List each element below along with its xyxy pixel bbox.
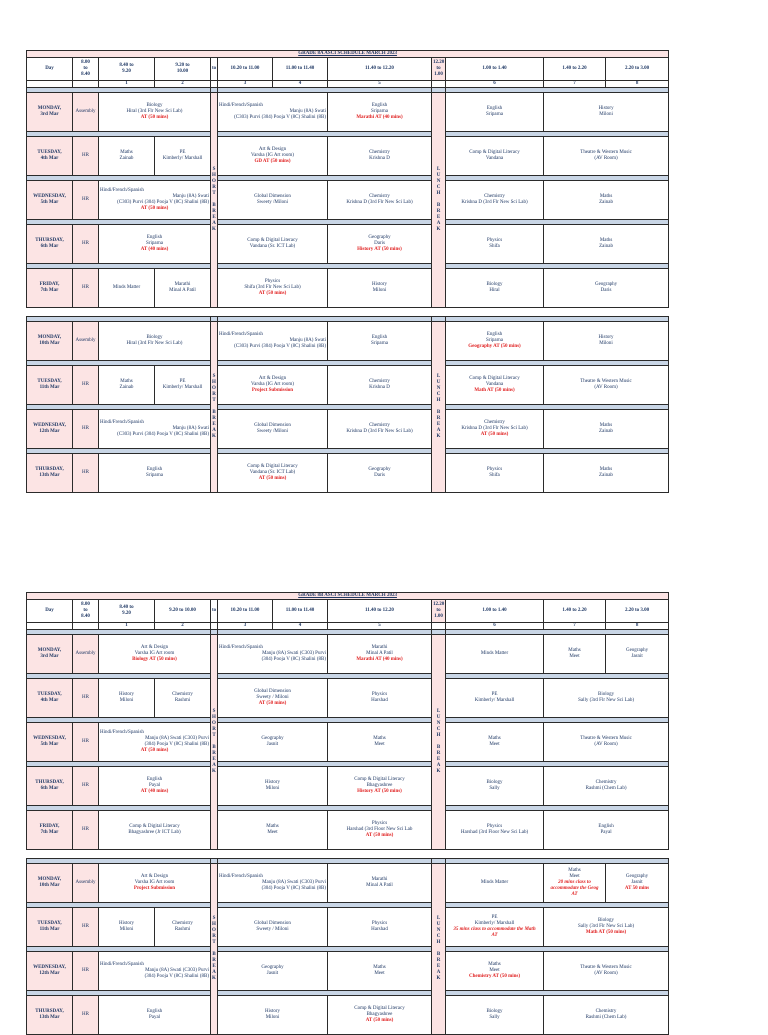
period-number: 5 xyxy=(328,81,432,88)
day-cell: THURSDAY, 6th Mar xyxy=(27,225,73,264)
class-cell: Chemistry Krishna D (3rd Flr New Sci Lab) xyxy=(328,181,432,220)
homeroom-cell: HR xyxy=(73,811,99,850)
period-number: 7 xyxy=(544,623,606,630)
class-cell: Art & Design Varsha IG Art room Project Submission xyxy=(99,864,211,903)
class-cell: History Miloni xyxy=(99,679,155,718)
class-cell: Chemistry Rashmi (Chem Lab) xyxy=(544,996,669,1035)
class-cell: Biology Sally (3rd Flr New Sci Lab) Math AT (50 mins) xyxy=(544,908,669,947)
table-row xyxy=(27,767,669,806)
homeroom-cell: HR xyxy=(73,952,99,991)
class-cell: Chemistry Rashmi xyxy=(155,908,211,947)
class-cell: Physics Harshad xyxy=(328,908,432,947)
class-cell: Marathi Minal A Patil Marathi AT (40 mins) xyxy=(328,635,432,674)
header-break: to xyxy=(211,58,218,81)
class-cell: Maths Zainab xyxy=(544,410,669,449)
schedule-8a-table xyxy=(26,50,669,308)
class-cell: Chemistry Krishna D (3rd Flr New Sci Lab) AT (50 mins) xyxy=(446,410,544,449)
table-row xyxy=(27,137,669,176)
schedule-title: GRADE 8B ASCI SCHEDULE MARCH 2023 xyxy=(27,593,669,600)
class-cell: Art & Design Varsha (IG Art room) Project Submission xyxy=(218,366,328,405)
day-cell: THURSDAY, 13th Mar xyxy=(27,996,73,1035)
table-row xyxy=(27,723,669,762)
day-cell: TUESDAY, 11th Mar xyxy=(27,908,73,947)
table-row xyxy=(27,811,669,850)
day-cell: WEDNESDAY, 5th Mar xyxy=(27,181,73,220)
day-cell: MONDAY, 10th Mar xyxy=(27,322,73,361)
class-cell: History Miloni xyxy=(218,996,328,1035)
class-cell: Biology Hiral (3rd Flr New Sci Lab) xyxy=(99,322,211,361)
class-cell: Chemistry Rashmi xyxy=(155,679,211,718)
class-cell: Biology Sally (3rd Flr New Sci Lab) xyxy=(544,679,669,718)
header-period-8: 2.20 to 3.00 xyxy=(606,600,669,623)
table-row xyxy=(27,181,669,220)
class-cell: Chemistry Krishna D xyxy=(328,137,432,176)
period-number: 1 xyxy=(99,623,155,630)
table-row xyxy=(27,952,669,991)
class-cell: Geography Jasnit xyxy=(218,723,328,762)
class-cell: Chemistry Krishna D (3rd Flr New Sci Lab) xyxy=(328,410,432,449)
class-cell: English Sriparna xyxy=(328,322,432,361)
day-cell: WEDNESDAY, 5th Mar xyxy=(27,723,73,762)
short-break-column: S H O R T B R E A K xyxy=(211,864,218,1035)
class-cell: Maths Meet 20 mins class to accommodate the Geog AT xyxy=(544,864,606,903)
schedule-title: GRADE 8A ASCI SCHEDULE MARCH 2023 xyxy=(27,51,669,58)
homeroom-cell: Assembly xyxy=(73,864,99,903)
day-cell: TUESDAY, 4th Mar xyxy=(27,137,73,176)
class-cell: Maths Zainab xyxy=(544,225,669,264)
header-period-4: 11.00 to 11.40 xyxy=(273,58,328,81)
class-cell: History Miloni xyxy=(218,767,328,806)
class-cell: Biology Sally xyxy=(446,996,544,1035)
schedule-8a-week2-table xyxy=(26,316,669,493)
homeroom-cell: Assembly xyxy=(73,322,99,361)
class-cell: Comp & Digital Literacy Vandana (Sr. ICT Lab) AT (50 mins) xyxy=(218,454,328,493)
header-period-7: 1.40 to 2.20 xyxy=(544,600,606,623)
class-cell: PE Kimberly/ Marshall xyxy=(446,679,544,718)
header-period-5: 11.40 to 12.20 xyxy=(328,600,432,623)
homeroom-cell: HR xyxy=(73,996,99,1035)
lunch-break-column: L U N C H B R E A K xyxy=(432,864,446,1035)
table-row xyxy=(27,225,669,264)
header-day: Day xyxy=(27,600,73,623)
homeroom-cell: HR xyxy=(73,767,99,806)
header-period-0: 8.00 to 8.40 xyxy=(73,58,99,81)
class-cell: Maths Zainab xyxy=(99,366,155,405)
class-cell: Maths Meet Chemistry AT (50 mins) xyxy=(446,952,544,991)
class-cell: Maths Meet xyxy=(328,723,432,762)
lunch-break-column: L U N C H B R E A K xyxy=(432,322,446,493)
header-period-2: 9.20 to 10.00 xyxy=(155,600,211,623)
class-cell: Physics Shifa xyxy=(446,225,544,264)
day-cell: TUESDAY, 4th Mar xyxy=(27,679,73,718)
header-period-8: 2.20 to 3.00 xyxy=(606,58,669,81)
class-cell: Comp & Digital Literacy Bhagyashree AT (50 mins) xyxy=(328,996,432,1035)
header-period-7: 1.40 to 2.20 xyxy=(544,58,606,81)
class-cell: Hindi/French/Spanish Manju (8A) Swati (C303) Purvi (304) Pooja V (8C) Shalini (8B) xyxy=(99,952,211,991)
class-cell: Hindi/French/Spanish Manju (8A) Swati (C303) Purvi (304) Pooja V (8C) Shalini (8B) xyxy=(218,93,328,132)
class-cell: English Payal xyxy=(544,811,669,850)
class-cell: Biology Hiral xyxy=(446,269,544,308)
homeroom-cell: HR xyxy=(73,908,99,947)
homeroom-cell: HR xyxy=(73,679,99,718)
period-number: 5 xyxy=(328,623,432,630)
period-number: 6 xyxy=(446,623,544,630)
class-cell: Minds Matter xyxy=(446,635,544,674)
header-lunch: 12.20 to 1.00 xyxy=(432,58,446,81)
homeroom-cell: Assembly xyxy=(73,93,99,132)
day-cell: TUESDAY, 11th Mar xyxy=(27,366,73,405)
day-cell: THURSDAY, 13th Mar xyxy=(27,454,73,493)
class-cell: Marathi Minal A Patil xyxy=(328,864,432,903)
class-cell: Hindi/French/Spanish Manju (8A) Swati (C303) Purvi (304) Pooja V (8C) Shalini (8B) AT (50 mins) xyxy=(99,723,211,762)
class-cell: Maths Meet xyxy=(328,952,432,991)
class-cell: English Payal xyxy=(99,996,211,1035)
class-cell: Maths Zainab xyxy=(544,454,669,493)
class-cell: Comp & Digital Literacy Bhagyashree History AT (50 mins) xyxy=(328,767,432,806)
class-cell: Geography Jasnit xyxy=(606,635,669,674)
table-row xyxy=(27,93,669,132)
period-number: 2 xyxy=(155,623,211,630)
class-cell: Art & Design Varsha IG Art room Biology AT (50 mins) xyxy=(99,635,211,674)
table-row xyxy=(27,908,669,947)
class-cell: English Sriparna xyxy=(446,93,544,132)
day-cell: MONDAY, 3rd Mar xyxy=(27,93,73,132)
header-period-6: 1.00 to 1.40 xyxy=(446,58,544,81)
period-number: 2 xyxy=(155,81,211,88)
class-cell: English Sriparna xyxy=(99,454,211,493)
class-cell: PE Kimberly/ Marshall xyxy=(155,137,211,176)
class-cell: Theatre & Western Music (AV Room) xyxy=(544,952,669,991)
class-cell: Physics Shifa xyxy=(446,454,544,493)
schedule-8b-week2-table xyxy=(26,858,669,1035)
class-cell: Physics Harshad (3rd Floor New Sci Lab AT (50 mins) xyxy=(328,811,432,850)
class-cell: Global Dimension Sweety / Miloni AT (50 mins) xyxy=(218,679,328,718)
period-number: 4 xyxy=(273,623,328,630)
header-period-5: 11.40 to 12.20 xyxy=(328,58,432,81)
homeroom-cell: HR xyxy=(73,269,99,308)
class-cell: History Miloni xyxy=(328,269,432,308)
class-cell: Global Dimension Sweety /Miloni xyxy=(218,410,328,449)
homeroom-cell: HR xyxy=(73,137,99,176)
period-number: 8 xyxy=(606,623,669,630)
class-cell: Comp & Digital Literacy Vandana Math AT (50 mins) xyxy=(446,366,544,405)
table-row xyxy=(27,322,669,361)
period-number: 1 xyxy=(99,81,155,88)
class-cell: Chemistry Krishna D xyxy=(328,366,432,405)
class-cell: Physics Harshad (3rd Floor New Sci Lab) xyxy=(446,811,544,850)
period-number: 3 xyxy=(218,81,273,88)
class-cell: Geography Jasnit AT 50 mins xyxy=(606,864,669,903)
class-cell: PE Kimberly/ Marshall xyxy=(155,366,211,405)
homeroom-cell: Assembly xyxy=(73,635,99,674)
class-cell: Hindi/French/Spanish Manju (8A) Swati (C303) Purvi (304) Pooja V (8C) Shalini (8B) xyxy=(218,635,328,674)
header-day: Day xyxy=(27,58,73,81)
short-break-column: S H O R T B R E A K xyxy=(211,93,218,308)
day-cell: MONDAY, 10th Mar xyxy=(27,864,73,903)
class-cell: English Sriparna Geography AT (50 mins) xyxy=(446,322,544,361)
class-cell: Comp & Digital Literacy Bhagyashree (Jr ICT Lab) xyxy=(99,811,211,850)
header-break: to xyxy=(211,600,218,623)
day-cell: MONDAY, 3rd Mar xyxy=(27,635,73,674)
class-cell: Hindi/French/Spanish Manju (8A) Swati (C303) Purvi (304) Pooja V (8C) Shalini (8B) xyxy=(99,410,211,449)
class-cell: Chemistry Rashmi (Chem Lab) xyxy=(544,767,669,806)
class-cell: Geography Daris xyxy=(328,454,432,493)
table-row xyxy=(27,864,669,903)
class-cell: Maths Meet xyxy=(544,635,606,674)
class-cell: Maths Meet xyxy=(446,723,544,762)
class-cell: English Sriparna AT (40 mins) xyxy=(99,225,211,264)
header-lunch: 12.20 to 1.00 xyxy=(432,600,446,623)
header-period-4: 11.00 to 11.40 xyxy=(273,600,328,623)
class-cell: Geography Jasnit xyxy=(218,952,328,991)
period-number: 6 xyxy=(446,81,544,88)
homeroom-cell: HR xyxy=(73,410,99,449)
day-cell: FRIDAY, 7th Mar xyxy=(27,269,73,308)
class-cell: Global Dimension Sweety /Miloni xyxy=(218,181,328,220)
class-cell: History Miloni xyxy=(99,908,155,947)
class-cell: Art & Design Varsha (IG Art room) GD AT (50 mins) xyxy=(218,137,328,176)
class-cell: Global Dimension Sweety / Miloni xyxy=(218,908,328,947)
lunch-break-column: L U N C H B R E A K xyxy=(432,635,446,850)
class-cell: Maths Meet xyxy=(218,811,328,850)
class-cell: Physics Harshad xyxy=(328,679,432,718)
short-break-column: S H O R T B R E A K xyxy=(211,635,218,850)
day-cell: WEDNESDAY, 12th Mar xyxy=(27,410,73,449)
class-cell: Physics Shifa (3rd Flr New Sci Lab) AT (50 mins) xyxy=(218,269,328,308)
homeroom-cell: HR xyxy=(73,181,99,220)
homeroom-cell: HR xyxy=(73,454,99,493)
header-period-0: 8.00 to 8.40 xyxy=(73,600,99,623)
class-cell: English Payal AT (40 mins) xyxy=(99,767,211,806)
class-cell: English Sriparna Marathi AT (40 mins) xyxy=(328,93,432,132)
class-cell: Biology Hiral (3rd Flr New Sci Lab) AT (50 mins) xyxy=(99,93,211,132)
table-row xyxy=(27,679,669,718)
day-cell: FRIDAY, 7th Mar xyxy=(27,811,73,850)
class-cell: Maths Zainab xyxy=(99,137,155,176)
period-number: 4 xyxy=(273,81,328,88)
class-cell: Hindi/French/Spanish Manju (8A) Swati (C303) Purvi (304) Pooja V (8C) Shalini (8B) AT (50 mins) xyxy=(99,181,211,220)
header-period-6: 1.00 to 1.40 xyxy=(446,600,544,623)
class-cell: Minds Matter xyxy=(446,864,544,903)
table-row xyxy=(27,366,669,405)
schedule-8b-table xyxy=(26,592,669,850)
class-cell: Minds Matter xyxy=(99,269,155,308)
class-cell: Comp & Digital Literacy Vandana (Sr. ICT Lab) xyxy=(218,225,328,264)
day-cell: WEDNESDAY, 12th Mar xyxy=(27,952,73,991)
homeroom-cell: HR xyxy=(73,723,99,762)
homeroom-cell: HR xyxy=(73,366,99,405)
header-period-1: 8.40 to 9.20 xyxy=(99,58,155,81)
class-cell: Maths Zainab xyxy=(544,181,669,220)
day-cell: THURSDAY, 6th Mar xyxy=(27,767,73,806)
class-cell: Hindi/French/Spanish Manju (8A) Swati (C303) Purvi (304) Pooja V (8C) Shalini (8B) xyxy=(218,322,328,361)
class-cell: Biology Sally xyxy=(446,767,544,806)
class-cell: PE Kimberly/ Marshall 35 mins class to accommodate the Math AT xyxy=(446,908,544,947)
class-cell: Theatre & Western Music (AV Room) xyxy=(544,723,669,762)
table-row xyxy=(27,454,669,493)
period-number: 8 xyxy=(606,81,669,88)
table-row xyxy=(27,996,669,1035)
lunch-break-column: L U N C H B R E A K xyxy=(432,93,446,308)
class-cell: Marathi Minal A Patil xyxy=(155,269,211,308)
class-cell: Chemistry Krishna D (3rd Flr New Sci Lab) xyxy=(446,181,544,220)
homeroom-cell: HR xyxy=(73,225,99,264)
header-period-3: 10.20 to 11.00 xyxy=(218,58,273,81)
period-number: 3 xyxy=(218,623,273,630)
short-break-column: S H O R T B R E A K xyxy=(211,322,218,493)
header-period-1: 8.40 to 9.20 xyxy=(99,600,155,623)
class-cell: Geography Daris History AT (50 mins) xyxy=(328,225,432,264)
table-row xyxy=(27,410,669,449)
table-row xyxy=(27,635,669,674)
header-period-3: 10.20 to 11.00 xyxy=(218,600,273,623)
class-cell: Hindi/French/Spanish Manju (8A) Swati (C303) Purvi (304) Pooja V (8C) Shalini (8B) xyxy=(218,864,328,903)
schedule-8b xyxy=(26,592,668,1035)
period-number: 7 xyxy=(544,81,606,88)
class-cell: Comp & Digital Literacy Vandana xyxy=(446,137,544,176)
table-row xyxy=(27,269,669,308)
class-cell: Geography Daris xyxy=(544,269,669,308)
class-cell: Theatre & Western Music (AV Room) xyxy=(544,137,669,176)
schedule-8a xyxy=(26,50,668,493)
class-cell: History Miloni xyxy=(544,93,669,132)
class-cell: History Miloni xyxy=(544,322,669,361)
header-period-2: 9.20 to 10.00 xyxy=(155,58,211,81)
class-cell: Theatre & Western Music (AV Room) xyxy=(544,366,669,405)
